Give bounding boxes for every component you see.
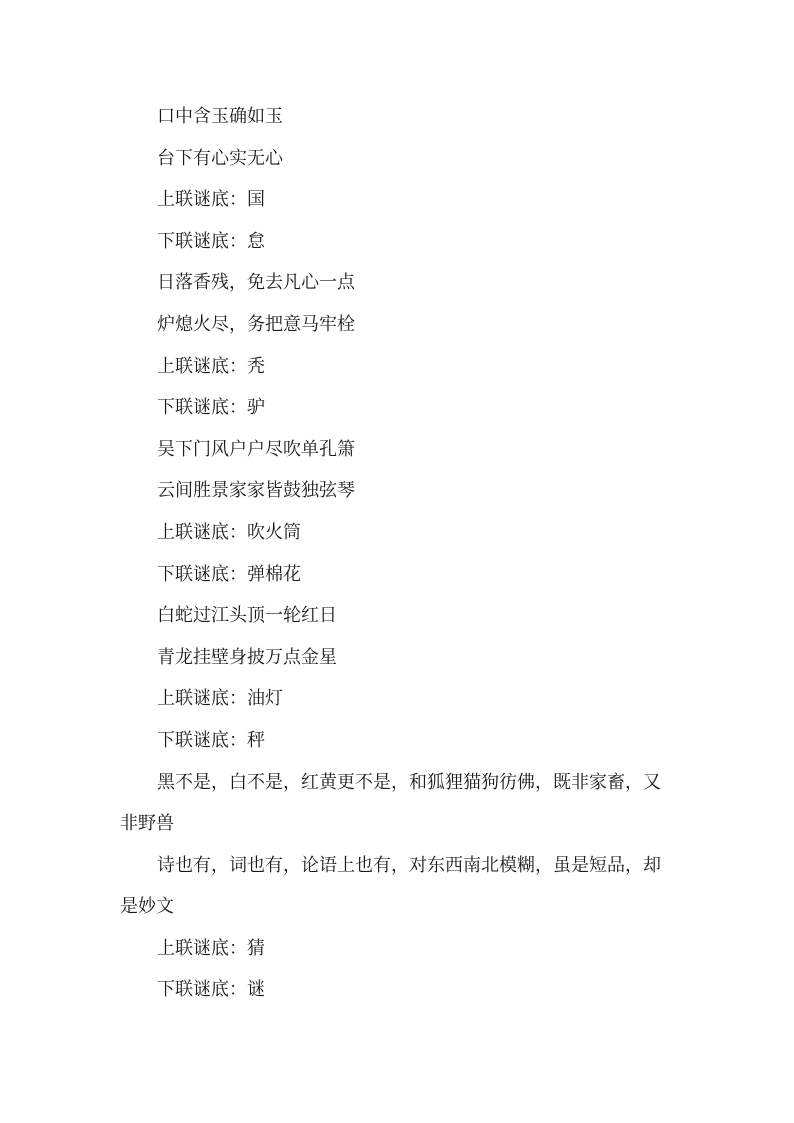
text-line: 炉熄火尽，务把意马牢栓 <box>157 313 355 335</box>
text-line: 口中含玉确如玉 <box>157 106 283 127</box>
text-line: 下联谜底：怠 <box>157 230 265 252</box>
document-body <box>120 96 676 1011</box>
text-line: 下联谜底：谜 <box>157 979 265 1001</box>
text-line: 青龙挂壁身披万点金星 <box>157 646 337 668</box>
text-line: 上联谜底：秃 <box>157 355 265 377</box>
text-line: 上联谜底：国 <box>157 189 265 211</box>
text-paragraph: 黑不是，白不是，红黄更不是，和狐狸猫狗彷佛，既非家畜，又非野兽 <box>120 771 661 835</box>
text-line: 台下有心实无心 <box>157 147 283 169</box>
text-line: 下联谜底：秤 <box>157 729 265 751</box>
text-line: 吴下门风户户尽吹单孔箫 <box>157 438 355 460</box>
text-line: 下联谜底：弹棉花 <box>157 563 301 585</box>
text-line: 日落香残，免去凡心一点 <box>157 272 355 294</box>
text-line: 下联谜底：驴 <box>157 397 265 419</box>
text-line: 云间胜景家家皆鼓独弦琴 <box>157 480 355 502</box>
text-paragraph: 诗也有，词也有，论语上也有，对东西南北模糊，虽是短品，却是妙文 <box>120 854 661 918</box>
text-line: 白蛇过江头顶一轮红日 <box>157 605 337 627</box>
text-line: 上联谜底：吹火筒 <box>157 521 301 543</box>
text-line: 上联谜底：猜 <box>157 937 265 959</box>
text-line: 上联谜底：油灯 <box>157 688 283 710</box>
